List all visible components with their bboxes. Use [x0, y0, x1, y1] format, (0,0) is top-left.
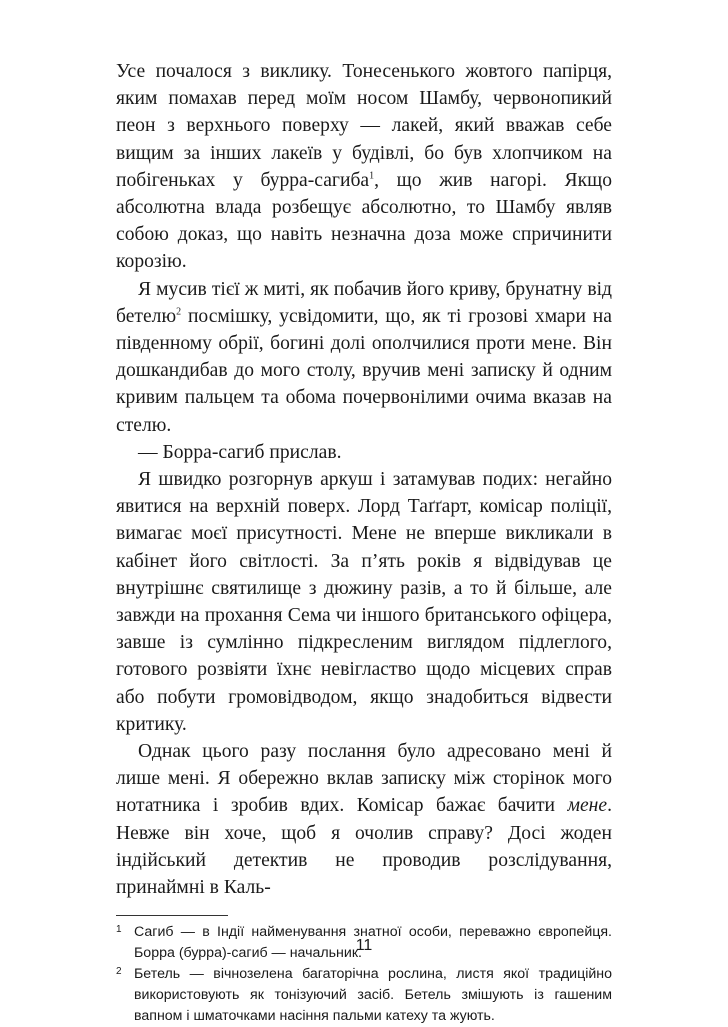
paragraph-text: Я мусив тієї ж миті, як побачив його криву, брунатну від бетелю: [116, 278, 612, 327]
footnote-number: 1: [116, 924, 122, 936]
page-content: [116, 58, 612, 1027]
page-number: 11: [355, 937, 373, 954]
footnote-number: 2: [116, 966, 122, 978]
footnote-reference: 1: [369, 170, 375, 182]
footnote: [116, 964, 612, 1027]
paragraph: [116, 58, 612, 276]
paragraph-text: . Невже він хоче, щоб я очолив справу? Досі жоден індійський детектив не проводив розслідування, принаймні в Каль-: [116, 795, 612, 899]
body-text: [116, 58, 612, 901]
footnote-text: Сагиб — в Індії найменування знатної особи, переважно європейця. Борра (бурра)-сагиб — начальник.: [134, 924, 612, 962]
paragraph-text: Усе почалося з виклику. Тонесенького жовтого папірця, яким помахав перед моїм носом Шамбу, червонопикий пеон з верхнього поверху — лакей, який вважав себе вищим за інших лакеїв у будівлі, бо був хлопчиком на побігеньках у бурра-сагиба: [116, 61, 612, 191]
paragraph: [116, 276, 612, 439]
paragraph: [116, 738, 612, 901]
paragraph-text: Я швидко розгорнув аркуш і затамував подих: негайно явитися на верхній поверх. Лорд Таґґарт, комісар поліції, вимагає моєї присутності. Мене не вперше викликали в кабінет його світлості. За п’ять років я відвідував це внутрішнє святилище з дюжину разів, а то й більше, але завжди на прохання Сема чи іншого британського офіцера, завше із сумлінно підкресленим виглядом підлеглого, готового розвіяти їхнє невігластво щодо місцевих справ або побути громовідводом, якщо знадобиться відвести критику.: [116, 469, 612, 735]
emphasized-text: мене: [567, 795, 608, 817]
paragraph-text: Однак цього разу послання було адресовано мені й лише мені. Я обережно вклав записку між сторінок мого нотатника і зробив вдих. Комісар бажає бачити: [116, 741, 612, 817]
paragraph-text: — Борра-сагиб прислав.: [138, 441, 342, 463]
paragraph-text: , що жив нагорі. Якщо абсолютна влада розбещує абсолютно, то Шамбу являв собою доказ, що навіть незначна доза може спричинити корозію.: [116, 169, 612, 273]
paragraph: [116, 439, 612, 466]
footnote-text: Бетель — вічнозелена багаторічна рослина, листя якої традиційно використовують як тонізуючий засіб. Бетель змішують із гашеним вапном і шматочками насіння пальми катеху та жують.: [134, 966, 612, 1025]
footnote-separator: [116, 915, 228, 916]
paragraph: [116, 466, 612, 738]
footnote-reference: 2: [176, 306, 182, 318]
paragraph-text: посмішку, усвідомити, що, як ті грозові хмари на південному обрії, богині долі ополчилися проти мене. Він дошкандибав до мого столу, вручив мені записку й одним кривим пальцем та обома почервонілими очима вказав на стелю.: [116, 305, 612, 436]
